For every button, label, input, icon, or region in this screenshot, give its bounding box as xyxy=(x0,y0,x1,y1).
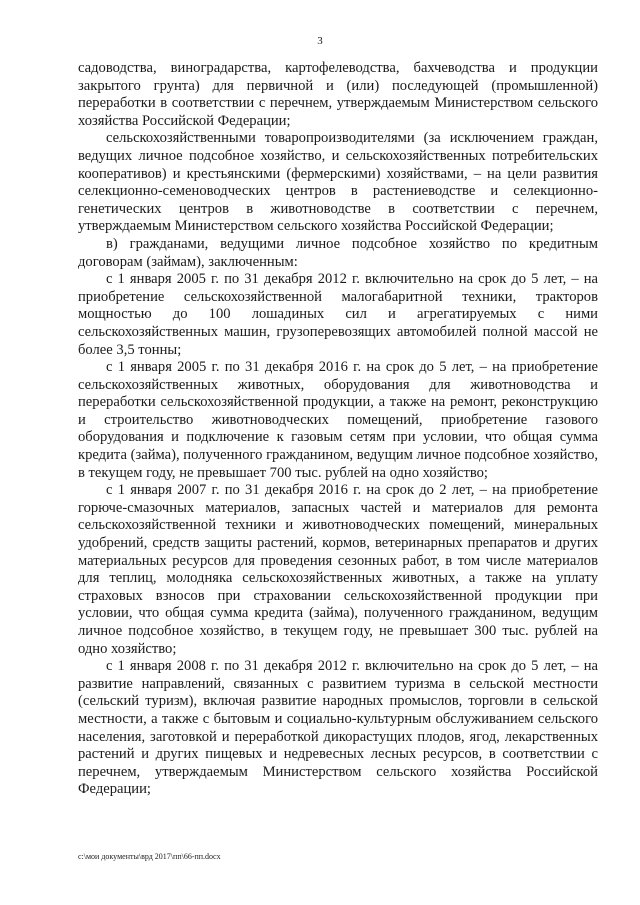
paragraph: сельскохозяйственными товаропроизводителями (за исключением граждан, ведущих личное подсобное хозяйство, и сельскохозяйственных потребительских кооперативов) и крестьянскими (фермерскими) хозяйствами, – на цели развития селекционно-семеноводческих центров в растениеводстве и селекционно-генетических центров в животноводстве в соответствии с перечнем, утверждаемым Министерством сельского хозяйства Российской Федерации; xyxy=(78,130,598,235)
paragraph: с 1 января 2008 г. по 31 декабря 2012 г. включительно на срок до 5 лет, – на развитие направлений, связанных с развитием туризма в сельской местности (сельский туризм), включая развитие народных промыслов, торговли в сельской местности, а также с бытовым и социально-культурным обслуживанием сельского населения, заготовкой и переработкой дикорастущих плодов, ягод, лекарственных растений и других пищевых и недревесных лесных ресурсов, в соответствии с перечнем, утверждаемым Министерством сельского хозяйства Российской Федерации; xyxy=(78,658,598,798)
document-body xyxy=(78,60,598,799)
paragraph: в) гражданами, ведущими личное подсобное хозяйство по кредитным договорам (займам), заключенным: xyxy=(78,235,598,270)
page-number: 3 xyxy=(317,35,323,47)
paragraph: садоводства, виноградарства, картофелеводства, бахчеводства и продукции закрытого грунта) для первичной и (или) последующей (промышленной) переработки в соответствии с перечнем, утверждаемым Министерством сельского хозяйства Российской Федерации; xyxy=(78,60,598,129)
file-path-footer: c:\мои документы\врд 2017\пп\66-пп.docx xyxy=(78,852,221,861)
paragraph: с 1 января 2005 г. по 31 декабря 2016 г. на срок до 5 лет, – на приобретение сельскохозяйственных животных, оборудования для животноводства и переработки сельскохозяйственной продукции, а также на ремонт, реконструкцию и строительство животноводческих помещений, приобретение газового оборудования и подключение к газовым сетям при условии, что общая сумма кредита (займа), полученного гражданином, ведущим личное подсобное хозяйство, в текущем году, не превышает 700 тыс. рублей на одно хозяйство; xyxy=(78,359,599,481)
paragraph: с 1 января 2005 г. по 31 декабря 2012 г. включительно на срок до 5 лет, – на приобретение сельскохозяйственной малогабаритной техники, тракторов мощностью до 100 лошадиных сил и агрегатируемых с ними сельскохозяйственных машин, грузоперевозящих автомобилей полной массой не более 3,5 тонны; xyxy=(78,271,598,358)
paragraph: с 1 января 2007 г. по 31 декабря 2016 г. на срок до 2 лет, – на приобретение горюче-смазочных материалов, запасных частей и материалов для ремонта сельскохозяйственной техники и животноводческих помещений, минеральных удобрений, средств защиты растений, кормов, ветеринарных препаратов и других материальных ресурсов для проведения сезонных работ, в том числе материалов для теплиц, молодняка сельскохозяйственных животных, а также на уплату страховых взносов при страховании сельскохозяйственной продукции при условии, что общая сумма кредита (займа), полученного гражданином, ведущим личное подсобное хозяйство, в текущем году, не превышает 300 тыс. рублей на одно хозяйство; xyxy=(78,482,598,657)
